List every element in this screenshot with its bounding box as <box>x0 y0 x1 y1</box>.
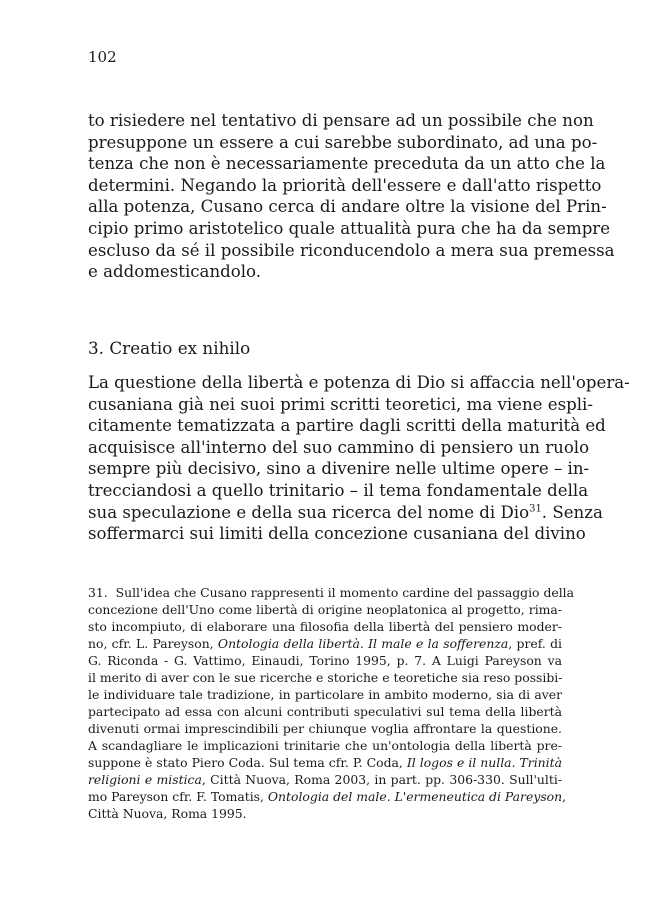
body-paragraph-2 <box>88 372 630 545</box>
section-heading: 3. Creatio ex nihilo <box>88 338 251 358</box>
footnote-text: , <box>562 789 567 804</box>
text-line: cusaniana già nei suoi primi scritti teoretici, ma viene espli- <box>88 394 593 414</box>
book-title: Ontologia del male. L'ermeneutica di Pareyson <box>267 789 563 804</box>
text-line: presuppone un essere a cui sarebbe subordinato, ad una po- <box>88 132 598 152</box>
book-title: Il logos e il nulla. Trinità <box>406 755 562 770</box>
footnote-line: partecipato ad essa con alcuni contributi speculativi sul tema della libertà <box>88 704 562 719</box>
text-line: e addomesticandolo. <box>88 262 262 282</box>
text-line: tenza che non è necessariamente preceduta da un atto che la <box>88 154 606 174</box>
footnote-reference: 31 <box>529 503 542 515</box>
footnote-line <box>88 584 575 601</box>
text-line: sempre più decisivo, sino a divenire nelle ultime opere – in- <box>88 459 590 479</box>
footnote-text: mo Pareyson cfr. F. Tomatis, <box>88 789 268 804</box>
footnote-number: 31. <box>88 585 108 600</box>
footnote-line <box>88 771 562 788</box>
book-title: Ontologia della libertà. Il male e la sofferenza <box>217 636 509 651</box>
footnote-text: , Città Nuova, Roma 2003, in part. pp. 306-330. Sull'ulti- <box>201 772 563 787</box>
text-line: citamente tematizzata a partire dagli scritti della maturità ed <box>88 416 606 436</box>
page-number: 102 <box>88 48 117 66</box>
text-line: acquisisce all'interno del suo cammino di pensiero un ruolo <box>88 437 590 457</box>
footnote-text: no, cfr. L. Pareyson, <box>88 636 218 651</box>
footnote-31 <box>88 584 575 822</box>
footnote-line <box>88 754 562 771</box>
footnote-line: divenuti ormai imprescindibili per chiunque voglia affrontare la questione. <box>88 721 562 736</box>
text-segment: . Senza <box>541 502 603 522</box>
footnote-line: sto incompiuto, di elaborare una filosofia della libertà del pensiero moder- <box>88 619 562 634</box>
text-line: determini. Negando la priorità dell'essere e dall'atto rispetto <box>88 175 602 195</box>
text-line: soffermarci sui limiti della concezione cusaniana del divino <box>88 524 586 544</box>
footnote-text: , pref. di <box>508 636 562 651</box>
text-line: alla potenza, Cusano cerca di andare oltre la visione del Prin- <box>88 197 607 217</box>
footnote-line: A scandagliare le implicazioni trinitarie che un'ontologia della libertà pre- <box>88 738 562 753</box>
text-line: escluso da sé il possibile riconducendolo a mera sua premessa <box>88 240 615 260</box>
footnote-line: le individuare tale tradizione, in particolare in ambito moderno, sia di aver <box>88 687 562 702</box>
text-line: cipio primo aristotelico quale attualità pura che ha da sempre <box>88 218 611 238</box>
footnote-text: Sull'idea che Cusano rappresenti il momento cardine del passaggio della <box>115 585 575 600</box>
footnote-line: Città Nuova, Roma 1995. <box>88 806 247 821</box>
book-title: religioni e mistica <box>88 772 202 787</box>
footnote-line <box>88 788 567 805</box>
body-paragraph-1 <box>88 110 615 283</box>
footnote-line: il merito di aver con le sue ricerche e storiche e teoretiche sia reso possibi- <box>88 670 563 685</box>
text-line <box>88 502 603 524</box>
footnote-line <box>88 635 562 652</box>
footnote-text: suppone è stato Piero Coda. Sul tema cfr. P. Coda, <box>88 755 407 770</box>
text-line: trecciandosi a quello trinitario – il tema fondamentale della <box>88 480 589 500</box>
text-segment: sua speculazione e della sua ricerca del nome di Dio <box>88 502 530 522</box>
text-line: La questione della libertà e potenza di Dio si affaccia nell'opera- <box>88 373 630 392</box>
footnote-line: concezione dell'Uno come libertà di origine neoplatonica al progetto, rima- <box>88 602 562 617</box>
text-line: to risiedere nel tentativo di pensare ad un possibile che non <box>88 111 594 130</box>
footnote-line: G. Riconda - G. Vattimo, Einaudi, Torino 1995, p. 7. A Luigi Pareyson va <box>88 653 562 668</box>
